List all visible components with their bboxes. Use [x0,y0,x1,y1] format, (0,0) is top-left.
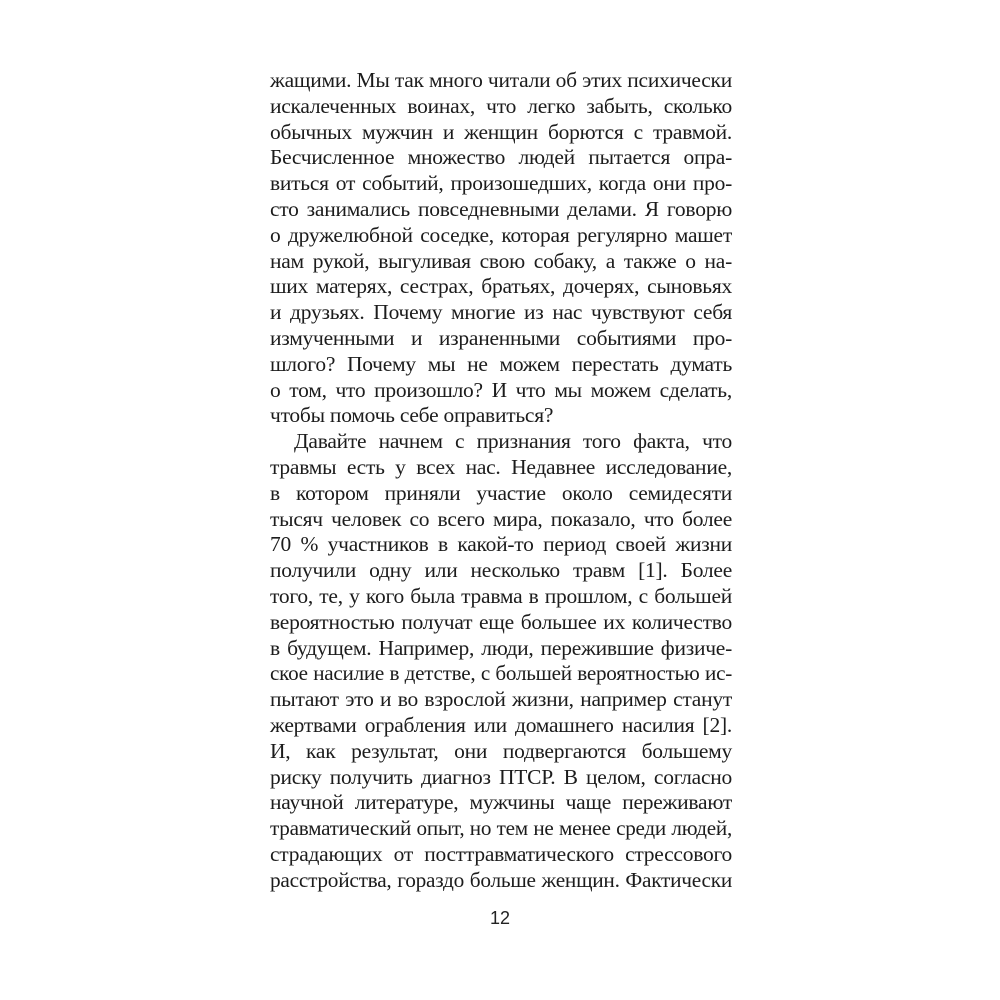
paragraph-2 [270,429,732,893]
text-line: искалеченных воинах, что легко забыть, сколько [270,93,732,118]
text-line: чтобы помочь себе оправиться? [270,403,554,428]
text-line: сто занимались повседневными делами. Я говорю [270,196,732,221]
text-line: травматический опыт, но тем не менее среди людей, [270,816,732,841]
text-line: о том, что произошло? И что мы можем сделать, [270,377,732,402]
text-line: того, те, у кого была травма в прошлом, с большей [270,583,732,608]
text-line: риску получить диагноз ПТСР. В целом, согласно [270,764,732,789]
text-line: расстройства, гораздо больше женщин. Фактически [270,867,732,892]
text-line: жертвами ограбления или домашнего насилия [2]. [270,712,732,737]
text-line: получили одну или несколько травм [1]. Более [270,558,732,583]
text-line: шлого? Почему мы не можем перестать думать [270,351,732,376]
text-line: в котором приняли участие около семидесяти [270,480,732,505]
text-line: жащими. Мы так много читали об этих психически [270,68,732,92]
text-line: 70 % участников в какой-то период своей жизни [270,532,732,557]
text-line: в будущем. Например, люди, пережившие физиче- [270,635,732,660]
text-line: ское насилие в детстве, с большей вероятностью ис- [270,661,732,686]
text-line: тысяч человек со всего мира, показало, что более [270,506,732,531]
text-line: пытают это и во взрослой жизни, например станут [270,687,732,712]
text-line: вероятностью получат еще большее их количество [270,609,732,634]
text-line: научной литературе, мужчины чаще переживают [270,790,732,815]
text-line: нам рукой, выгуливая свою собаку, а также о на- [270,248,732,273]
text-line: о дружелюбной соседке, которая регулярно машет [270,222,732,247]
text-line: обычных мужчин и женщин борются с травмой. [270,119,732,144]
text-line: измученными и израненными событиями про- [270,325,732,350]
page-number: 12 [489,908,511,928]
text-line: и друзьях. Почему многие из нас чувствуют себя [270,300,732,325]
text-line: травмы есть у всех нас. Недавнее исследование, [270,454,732,479]
text-line: И, как результат, они подвергаются большему [270,738,732,763]
text-line: страдающих от посттравматического стрессового [270,841,732,866]
body-text [270,68,732,894]
text-line: Бесчисленное множество людей пытается опра- [270,145,732,170]
text-line: виться от событий, произошедших, когда они про- [270,171,732,196]
text-line: Давайте начнем с признания того факта, что [294,429,732,454]
paragraph-1 [270,68,732,429]
text-line: ших матерях, сестрах, братьях, дочерях, сыновьях [270,274,732,299]
